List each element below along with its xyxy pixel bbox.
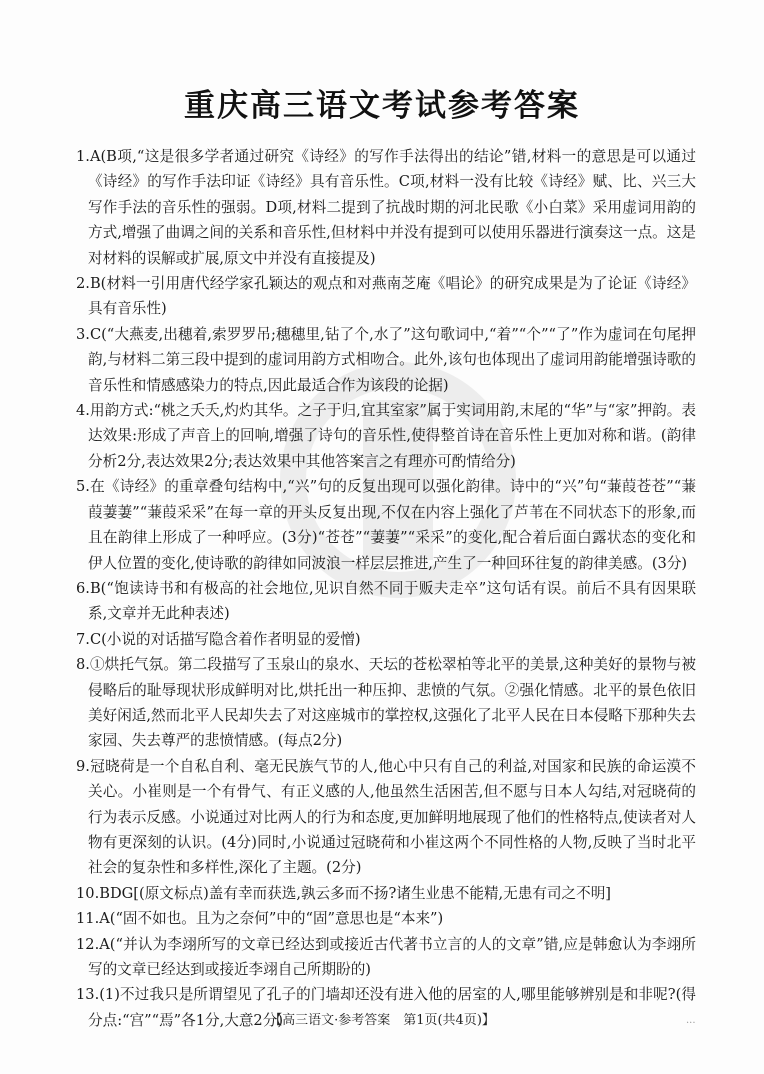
page-footer: 【高三语文·参考答案 第1页(共4页)】 bbox=[269, 1013, 495, 1028]
answer-text: A(“并认为李翊所写的文章已经达到或接近古代著书立言的人的文章”错,应是韩愈认为李翊所写的文章已经达到或接近李翊自己所期盼的) bbox=[88, 935, 696, 978]
answer-item-2 bbox=[76, 271, 696, 322]
corner-mark: ... bbox=[686, 1015, 696, 1026]
answer-text: ①烘托气氛。第二段描写了玉泉山的泉水、天坛的苍松翠柏等北平的美景,这种美好的景物与被侵略后的耻辱现状形成鲜明对比,烘托出一种压抑、悲愤的气氛。②强化情感。北平的景色依旧美好闲适,然而北平人民却失去了对这座城市的掌控权,这强化了北平人民在日本侵略下那种失去家园、失去尊严的悲愤情感。(每点2分) bbox=[88, 656, 696, 750]
page-title: 重庆高三语文考试参考答案 bbox=[184, 88, 580, 124]
answer-item-6 bbox=[76, 576, 696, 627]
answer-item-5 bbox=[76, 474, 696, 576]
answer-text: B(材料一引用唐代经学家孔颖达的观点和对燕南芝庵《唱论》的研究成果是为了论证《诗经》具有音乐性) bbox=[88, 275, 696, 318]
answer-item-12 bbox=[76, 932, 696, 983]
answer-number: 13. bbox=[76, 986, 100, 1004]
answer-item-11 bbox=[76, 906, 696, 931]
answer-number: 9. bbox=[76, 757, 90, 775]
answer-text: 冠晓荷是一个自私自利、毫无民族气节的人,他心中只有自己的利益,对国家和民族的命运漠不关心。小崔则是一个有骨气、有正义感的人,他虽然生活困苦,但不愿与日本人勾结,对冠晓荷的行为表示反感。小说通过对比两人的行为和态度,更加鲜明地展现了他们的性格特点,使读者对人物有更深刻的认识。(4分)同时,小说通过冠晓荷和小崔这两个不同性格的人物,反映了当时北平社会的复杂性和多样性,深化了主题。(2分) bbox=[88, 757, 696, 877]
answer-number: 11. bbox=[76, 910, 100, 928]
answer-item-3 bbox=[76, 322, 696, 398]
answer-number: 12. bbox=[76, 935, 100, 953]
answer-number: 1. bbox=[76, 148, 90, 165]
answer-number: 8. bbox=[76, 656, 90, 674]
answer-item-9 bbox=[76, 754, 696, 881]
answer-text: (1)不过我只是所谓望见了孔子的门墙却还没有进入他的居室的人,哪里能够辨别是和非呢?(得分点:“宫”“焉”各1分,大意2分) bbox=[88, 986, 696, 1029]
answer-number: 6. bbox=[76, 579, 90, 597]
answer-number: 7. bbox=[76, 630, 90, 648]
answer-item-8 bbox=[76, 652, 696, 754]
answer-text: BDG[(原文标点)盖有幸而获选,孰云多而不扬?诸生业患不能精,无患有司之不明] bbox=[99, 884, 611, 902]
answer-text: 用韵方式:“桃之夭夭,灼灼其华。之子于归,宜其室家”属于实词用韵,末尾的“华”与“家”押韵。表达效果:形成了声音上的回响,增强了诗句的音乐性,使得整首诗在音乐性上更加对称和谐。(韵律分析2分,表达效果2分;表达效果中其他答案言之有理亦可酌情给分) bbox=[88, 402, 696, 470]
answer-number: 2. bbox=[76, 275, 90, 293]
answer-text: C(小说的对话描写隐含着作者明显的爱憎) bbox=[89, 630, 361, 648]
answer-list bbox=[76, 144, 696, 1033]
answer-number: 3. bbox=[76, 325, 90, 343]
answer-text: A(B项,“这是很多学者通过研究《诗经》的写作手法得出的结论”错,材料一的意思是可以通过《诗经》的写作手法印证《诗经》具有音乐性。C项,材料一没有比较《诗经》赋、比、兴三大写作手法的音乐性的强弱。D项,材料二提到了抗战时期的河北民歌《小白菜》采用虚词用韵的方式,增强了曲调之间的关系和音乐性,但材料中并没有提到可以使用乐器进行演奏这一点。这是对材料的误解或扩展,原文中并没有直接提及) bbox=[88, 148, 696, 267]
answer-item-4 bbox=[76, 398, 696, 474]
answer-number: 4. bbox=[76, 402, 90, 420]
answer-text: 在《诗经》的重章叠句结构中,“兴”句的反复出现可以强化韵律。诗中的“兴”句“蒹葭苍苍”“蒹葭萋萋”“蒹葭采采”在每一章的开头反复出现,不仅在内容上强化了芦苇在不同状态下的形象,而且在韵律上形成了一种呼应。(3分)“苍苍”“萋萋”“采采”的变化,配合着后面白露状态的变化和伊人位置的变化,使诗歌的韵律如同波浪一样层层推进,产生了一种回环往复的韵律美感。(3分) bbox=[88, 478, 696, 572]
answer-item-10 bbox=[76, 881, 696, 906]
answer-text: A(“固不如也。且为之奈何”中的“固”意思也是“本来”) bbox=[99, 910, 444, 928]
answer-number: 10. bbox=[76, 884, 100, 902]
answer-text: C(“大燕麦,出穗着,索罗罗吊;穗穗里,钻了个,水了”这句歌词中,“着”“个”“了”作为虚词在句尾押韵,与材料二第三段中提到的虚词用韵方式相吻合。此外,该句也体现出了虚词用韵能增强诗歌的音乐性和情感感染力的特点,因此最适合作为该段的论据) bbox=[88, 325, 696, 394]
answer-text: B(“饱读诗书和有极高的社会地位,见识自然不同于贩夫走卒”这句话有误。前后不具有因果联系,文章并无此种表述) bbox=[88, 579, 696, 623]
answer-item-7 bbox=[76, 627, 696, 652]
answer-item-1 bbox=[76, 144, 696, 271]
answer-number: 5. bbox=[76, 478, 90, 496]
